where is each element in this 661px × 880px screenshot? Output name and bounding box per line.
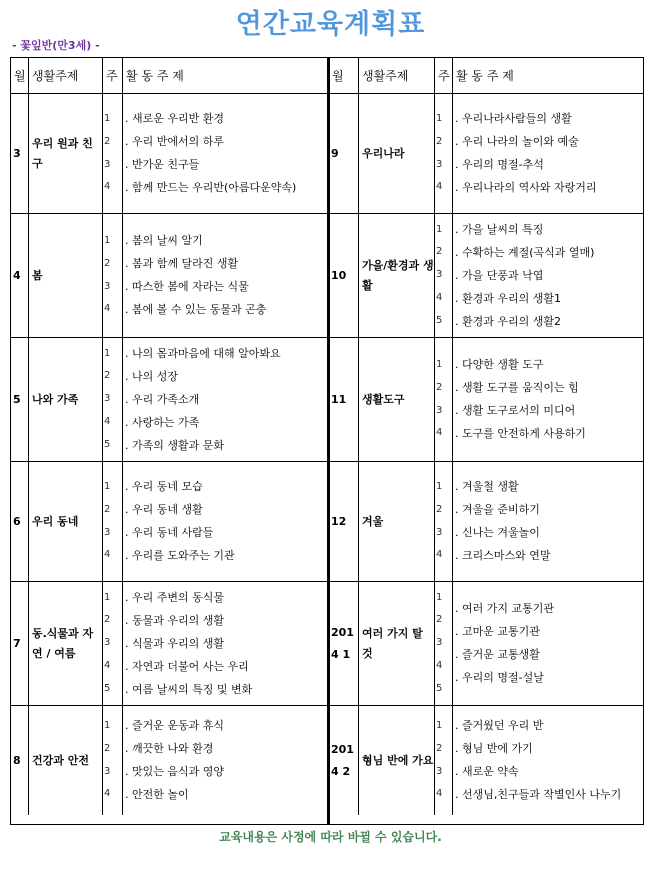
week-numbers bbox=[435, 462, 453, 581]
activity-list bbox=[123, 582, 329, 705]
table-row bbox=[11, 94, 329, 214]
week-number: 1 bbox=[104, 347, 111, 359]
activity-list bbox=[453, 462, 643, 581]
month-cell: 5 bbox=[11, 338, 29, 461]
week-number: 4 bbox=[436, 788, 443, 800]
activity-item: . 새로운 약속 bbox=[455, 765, 519, 778]
activity-list bbox=[453, 582, 643, 705]
activity-item: . 안전한 놀이 bbox=[125, 788, 189, 801]
week-number: 3 bbox=[436, 526, 443, 538]
week-numbers bbox=[103, 94, 123, 213]
week-number: 4 bbox=[436, 549, 443, 561]
theme-cell: 동.식물과 자연 / 여름 bbox=[29, 582, 103, 705]
month-cell: 12 bbox=[329, 462, 359, 581]
activity-item: . 반가운 친구들 bbox=[125, 158, 200, 171]
header-activity: 활 동 주 제 bbox=[456, 69, 514, 83]
activity-item: . 우리나라사람들의 생활 bbox=[455, 112, 572, 125]
week-number: 3 bbox=[104, 765, 111, 777]
activity-item: . 우리 주변의 동식물 bbox=[125, 590, 224, 604]
week-number: 2 bbox=[104, 135, 111, 147]
activity-item: . 여름 날씨의 특징 및 변화 bbox=[125, 682, 253, 696]
table-row bbox=[329, 706, 643, 815]
activity-item: . 수확하는 계절(곡식과 열매) bbox=[455, 245, 595, 259]
activity-item: . 환경과 우리의 생활1 bbox=[455, 291, 561, 305]
week-number: 3 bbox=[436, 637, 443, 649]
activity-list bbox=[123, 214, 329, 337]
week-number: 2 bbox=[436, 246, 443, 258]
page-title: 연간교육계획표 bbox=[235, 9, 426, 40]
week-numbers bbox=[435, 214, 453, 337]
month-cell: 8 bbox=[11, 706, 29, 815]
activity-item: . 겨울철 생활 bbox=[455, 480, 519, 493]
activity-list bbox=[453, 214, 643, 337]
week-number: 1 bbox=[104, 719, 111, 731]
theme-cell: 봄 bbox=[29, 214, 103, 337]
week-numbers bbox=[435, 94, 453, 213]
header-theme: 생활주제 bbox=[29, 58, 103, 93]
month-cell: 3 bbox=[11, 94, 29, 213]
week-number: 4 bbox=[104, 549, 111, 561]
activity-item: . 생활 도구를 움직이는 힘 bbox=[455, 381, 579, 394]
week-number: 3 bbox=[104, 393, 111, 405]
month-cell: 10 bbox=[329, 214, 359, 337]
week-number: 1 bbox=[104, 112, 111, 124]
week-number: 1 bbox=[436, 719, 443, 731]
theme-cell: 생활도구 bbox=[359, 338, 435, 461]
theme-cell: 건강과 안전 bbox=[29, 706, 103, 815]
annual-plan-table bbox=[10, 57, 644, 825]
activity-item: . 동물과 우리의 생활 bbox=[125, 613, 224, 627]
table-row bbox=[11, 582, 329, 706]
activity-item: . 신나는 겨울놀이 bbox=[455, 526, 540, 539]
week-number: 3 bbox=[436, 269, 443, 281]
theme-cell: 우리 원과 친구 bbox=[29, 94, 103, 213]
week-numbers bbox=[103, 582, 123, 705]
activity-item: . 가을 날씨의 특징 bbox=[455, 222, 544, 236]
table-center-divider bbox=[327, 58, 330, 824]
table-row bbox=[329, 94, 643, 214]
week-numbers bbox=[435, 582, 453, 705]
theme-cell: 가을/환경과 생활 bbox=[359, 214, 435, 337]
activity-item: . 도구를 안전하게 사용하기 bbox=[455, 427, 586, 440]
month-cell: 7 bbox=[11, 582, 29, 705]
activity-item: . 우리의 명절-설날 bbox=[455, 671, 544, 684]
activity-item: . 가을 단풍과 낙엽 bbox=[455, 268, 544, 282]
week-number: 2 bbox=[436, 503, 443, 515]
week-number: 3 bbox=[436, 765, 443, 777]
week-number: 1 bbox=[436, 358, 443, 370]
activity-item: . 우리 가족소개 bbox=[125, 392, 200, 406]
month-cell: 2014 1 bbox=[329, 582, 359, 705]
activity-item: . 우리 동네 모습 bbox=[125, 480, 203, 493]
class-subtitle: - 꽃잎반(만3세) - bbox=[12, 39, 100, 52]
activity-item: . 우리나라의 역사와 자랑거리 bbox=[455, 181, 597, 194]
week-number: 4 bbox=[436, 291, 443, 303]
week-numbers bbox=[103, 706, 123, 815]
activity-item: . 봄에 볼 수 있는 동물과 곤충 bbox=[125, 303, 267, 316]
activity-item: . 환경과 우리의 생활2 bbox=[455, 314, 561, 328]
month-cell: 9 bbox=[329, 94, 359, 213]
activity-item: . 고마운 교통기관 bbox=[455, 625, 540, 638]
table-row bbox=[329, 338, 643, 462]
week-numbers bbox=[435, 338, 453, 461]
week-number: 3 bbox=[104, 280, 111, 292]
activity-item: . 우리를 도와주는 기관 bbox=[125, 549, 235, 562]
week-numbers bbox=[103, 214, 123, 337]
activity-item: . 깨끗한 나와 환경 bbox=[125, 742, 214, 755]
week-number: 2 bbox=[104, 257, 111, 269]
week-number: 2 bbox=[436, 614, 443, 626]
table-row bbox=[329, 582, 643, 706]
activity-item: . 맛있는 음식과 영양 bbox=[125, 765, 224, 778]
week-number: 3 bbox=[104, 526, 111, 538]
activity-item: . 나의 성장 bbox=[125, 369, 178, 383]
theme-cell: 우리 동네 bbox=[29, 462, 103, 581]
week-number: 2 bbox=[104, 503, 111, 515]
activity-item: . 형님 반에 가기 bbox=[455, 742, 533, 755]
header-month: 월 bbox=[11, 58, 29, 93]
week-number: 2 bbox=[436, 135, 443, 147]
activity-list bbox=[453, 706, 643, 815]
activity-item: . 우리 반에서의 하루 bbox=[125, 135, 224, 148]
activity-item: . 봄의 날씨 알기 bbox=[125, 234, 203, 247]
week-number: 1 bbox=[436, 591, 443, 603]
table-row bbox=[329, 214, 643, 338]
theme-cell: 겨울 bbox=[359, 462, 435, 581]
week-number: 3 bbox=[104, 637, 111, 649]
week-number: 3 bbox=[436, 158, 443, 170]
week-numbers bbox=[103, 338, 123, 461]
activity-item: . 크리스마스와 연말 bbox=[455, 549, 551, 562]
week-number: 2 bbox=[436, 742, 443, 754]
table-row bbox=[11, 338, 329, 462]
week-number: 4 bbox=[104, 415, 111, 427]
week-number: 1 bbox=[436, 112, 443, 124]
month-cell: 2014 2 bbox=[329, 706, 359, 815]
month-cell: 4 bbox=[11, 214, 29, 337]
month-cell: 11 bbox=[329, 338, 359, 461]
week-number: 1 bbox=[104, 234, 111, 246]
week-number: 4 bbox=[104, 303, 111, 315]
week-number: 3 bbox=[104, 158, 111, 170]
activity-item: . 선생님,친구들과 작별인사 나누기 bbox=[455, 788, 622, 801]
table-left-half bbox=[11, 58, 329, 824]
week-number: 1 bbox=[104, 591, 111, 603]
header-theme: 생활주제 bbox=[359, 58, 435, 93]
activity-item: . 사랑하는 가족 bbox=[125, 415, 200, 429]
activity-item: . 생활 도구로서의 미디어 bbox=[455, 404, 576, 417]
header-activity: 활 동 주 제 bbox=[126, 69, 184, 83]
week-number: 1 bbox=[104, 480, 111, 492]
table-row bbox=[329, 462, 643, 582]
week-number: 3 bbox=[436, 404, 443, 416]
activity-item: . 여러 가지 교통기관 bbox=[455, 602, 554, 615]
week-number: 4 bbox=[436, 659, 443, 671]
table-row bbox=[11, 706, 329, 815]
activity-item: . 즐거운 교통생활 bbox=[455, 648, 540, 661]
theme-cell: 형님 반에 가요 bbox=[359, 706, 435, 815]
activity-list bbox=[453, 94, 643, 213]
month-cell: 6 bbox=[11, 462, 29, 581]
theme-cell: 나와 가족 bbox=[29, 338, 103, 461]
theme-cell: 여러 가지 탈 것 bbox=[359, 582, 435, 705]
table-row bbox=[11, 214, 329, 338]
week-number: 5 bbox=[104, 682, 111, 694]
activity-item: . 함께 만드는 우리반(아름다운약속) bbox=[125, 181, 297, 194]
header-week: 주 bbox=[435, 58, 453, 93]
theme-cell: 우리나라 bbox=[359, 94, 435, 213]
activity-item: . 나의 몸과마음에 대해 알아봐요 bbox=[125, 346, 281, 360]
week-number: 5 bbox=[436, 314, 443, 326]
activity-list bbox=[123, 462, 329, 581]
week-number: 2 bbox=[436, 381, 443, 393]
activity-item: . 다양한 생활 도구 bbox=[455, 358, 544, 371]
activity-item: . 즐거웠던 우리 반 bbox=[455, 719, 544, 732]
activity-item: . 우리 동네 생활 bbox=[125, 503, 203, 516]
week-number: 2 bbox=[104, 370, 111, 382]
week-number: 4 bbox=[104, 659, 111, 671]
left-header-row bbox=[11, 58, 329, 94]
table-row bbox=[11, 462, 329, 582]
activity-list bbox=[123, 94, 329, 213]
week-number: 4 bbox=[104, 181, 111, 193]
activity-item: . 새로운 우리반 환경 bbox=[125, 112, 224, 125]
week-numbers bbox=[435, 706, 453, 815]
activity-item: . 봄과 함께 달라진 생활 bbox=[125, 257, 239, 270]
week-number: 4 bbox=[436, 181, 443, 193]
activity-list bbox=[123, 706, 329, 815]
activity-item: . 우리 동네 사람들 bbox=[125, 526, 214, 539]
activity-item: . 즐거운 운동과 휴식 bbox=[125, 719, 224, 732]
header-week: 주 bbox=[103, 58, 123, 93]
footer-note: 교육내용은 사정에 따라 바뀔 수 있습니다. bbox=[219, 830, 442, 844]
header-month: 월 bbox=[329, 58, 359, 93]
activity-list bbox=[123, 338, 329, 461]
week-number: 4 bbox=[104, 788, 111, 800]
activity-item: . 따스한 봄에 자라는 식물 bbox=[125, 280, 249, 293]
activity-item: . 자연과 더불어 사는 우리 bbox=[125, 659, 249, 673]
activity-item: . 가족의 생활과 문화 bbox=[125, 438, 224, 452]
week-numbers bbox=[103, 462, 123, 581]
activity-item: . 식물과 우리의 생활 bbox=[125, 636, 224, 650]
activity-item: . 겨울을 준비하기 bbox=[455, 503, 540, 516]
activity-list bbox=[453, 338, 643, 461]
week-number: 2 bbox=[104, 614, 111, 626]
week-number: 2 bbox=[104, 742, 111, 754]
week-number: 5 bbox=[436, 682, 443, 694]
week-number: 1 bbox=[436, 480, 443, 492]
activity-item: . 우리 나라의 놀이와 예술 bbox=[455, 135, 579, 148]
week-number: 5 bbox=[104, 438, 111, 450]
week-number: 4 bbox=[436, 427, 443, 439]
table-right-half bbox=[329, 58, 643, 824]
right-header-row bbox=[329, 58, 643, 94]
activity-item: . 우리의 명절-추석 bbox=[455, 158, 544, 171]
week-number: 1 bbox=[436, 223, 443, 235]
